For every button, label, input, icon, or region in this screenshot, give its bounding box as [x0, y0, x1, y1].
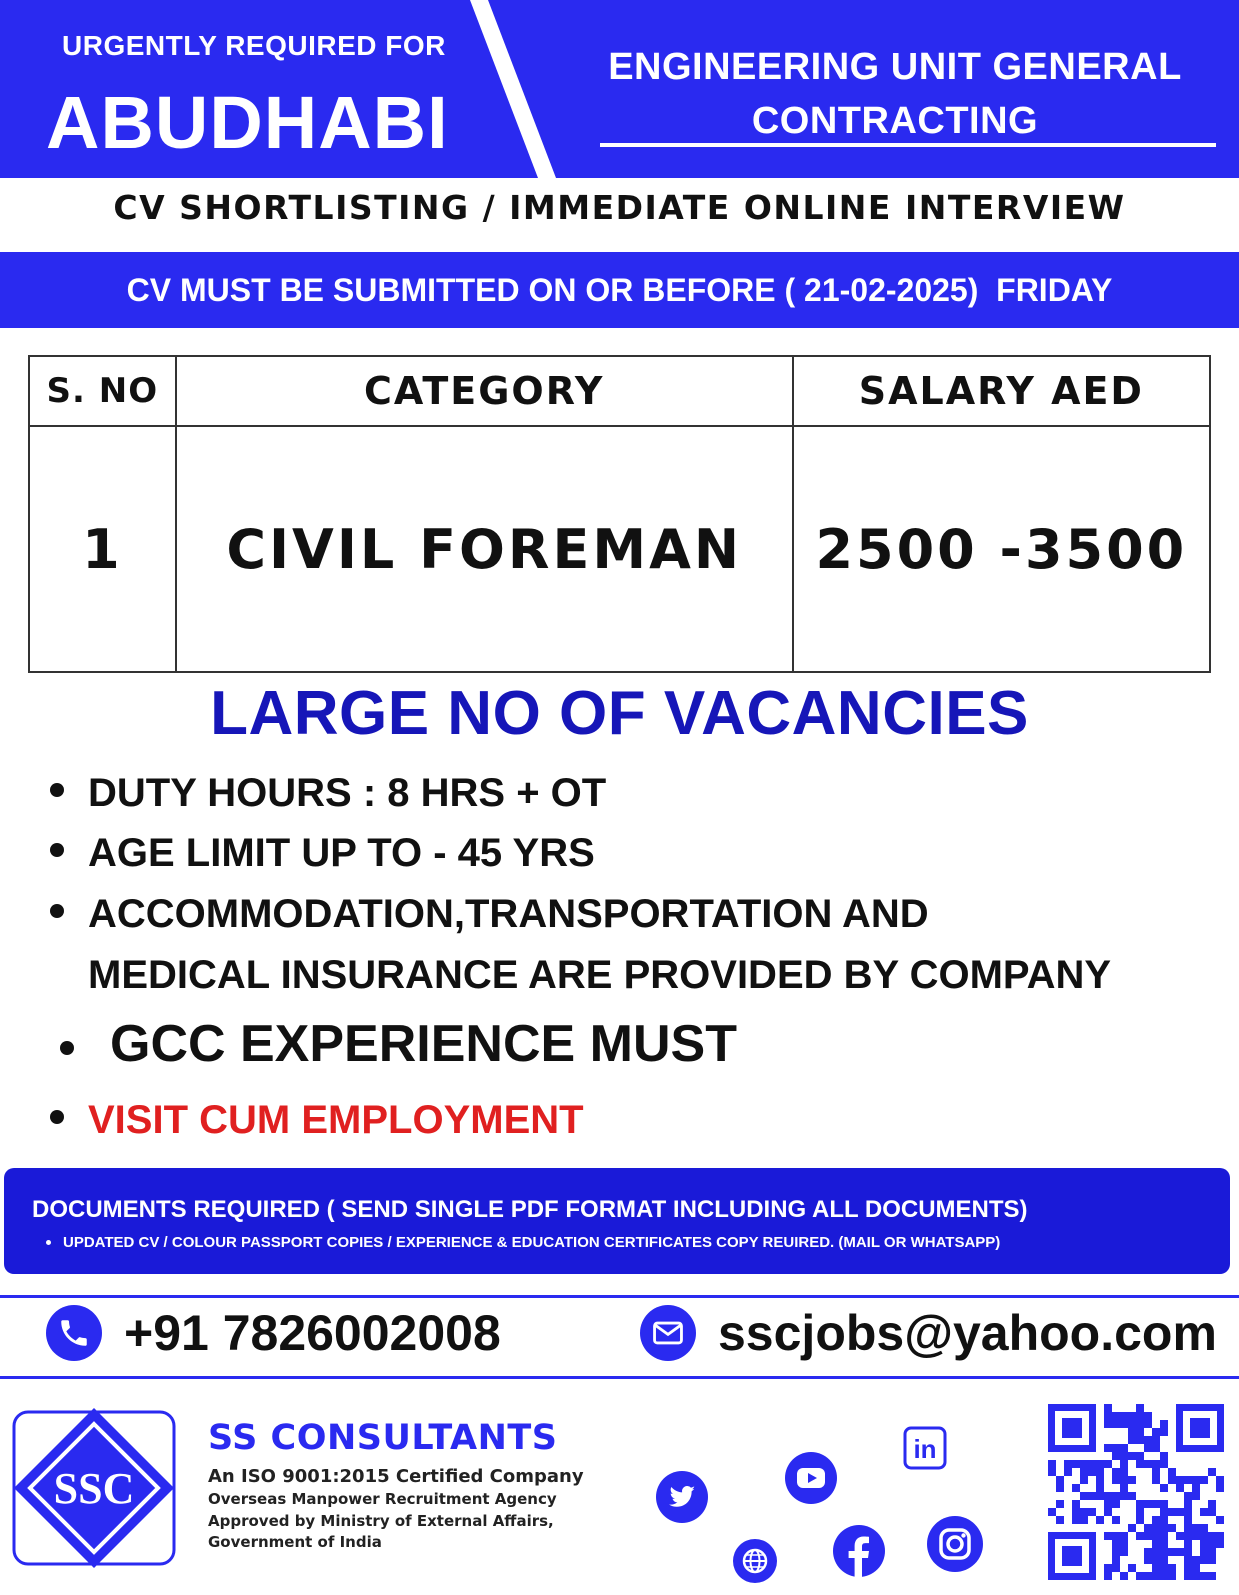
benefits-line1: ACCOMMODATION,TRANSPORTATION AND: [88, 892, 929, 936]
divider-top: [0, 1295, 1239, 1298]
qr-code[interactable]: [1048, 1404, 1224, 1580]
phone-number[interactable]: +91 7826002008: [124, 1305, 501, 1361]
brand-government: Government of India: [208, 1533, 382, 1551]
list-item-benefits: [50, 884, 1111, 1006]
documents-item-text: UPDATED CV / COLOUR PASSPORT COPIES / EXPERIENCE & EDUCATION CERTIFICATES COPY REUIRED. (MAIL OR WHATSAPP): [63, 1234, 1001, 1251]
documents-title: DOCUMENTS REQUIRED ( SEND SINGLE PDF FORMAT INCLUDING ALL DOCUMENTS): [32, 1196, 1028, 1223]
list-item-text: VISIT CUM EMPLOYMENT: [88, 1098, 584, 1142]
header-category: CATEGORY: [176, 356, 793, 426]
documents-box: [4, 1168, 1230, 1274]
benefits-line2: MEDICAL INSURANCE ARE PROVIDED BY COMPANY: [88, 953, 1112, 997]
jobs-table: [28, 355, 1211, 673]
header-sno: S. NO: [29, 356, 176, 426]
brand-iso: An ISO 9001:2015 Certified Company: [208, 1466, 584, 1487]
bullet-dot: [50, 1110, 64, 1124]
phone-contact[interactable]: [46, 1304, 501, 1362]
list-item-text: [88, 884, 1111, 1006]
bullet-dot: [50, 783, 64, 797]
bullet-dot: [46, 1240, 51, 1245]
bullet-dot: [50, 904, 64, 918]
list-item-text: AGE LIMIT UP TO - 45 YRS: [88, 831, 595, 875]
brand-agency: Overseas Manpower Recruitment Agency: [208, 1490, 557, 1508]
linkedin-icon[interactable]: [903, 1426, 947, 1475]
cell-category: CIVIL FOREMAN: [176, 426, 793, 672]
list-item-duty-hours: [50, 763, 606, 824]
list-item-gcc-experience: [60, 1014, 737, 1075]
facebook-icon[interactable]: [833, 1525, 885, 1582]
company-underline: [600, 143, 1216, 147]
instagram-icon[interactable]: [927, 1516, 983, 1577]
divider-bottom: [0, 1376, 1239, 1379]
email-address[interactable]: sscjobs@yahoo.com: [718, 1305, 1217, 1361]
company-name-line2: CONTRACTING: [751, 100, 1039, 142]
brand-name: SS CONSULTANTS: [208, 1418, 558, 1458]
header-banner: [0, 0, 1239, 178]
header-salary: SALARY AED: [793, 356, 1210, 426]
table-row: [29, 426, 1210, 672]
phone-icon: [46, 1305, 102, 1361]
email-contact[interactable]: [640, 1304, 1217, 1362]
brand-approved: Approved by Ministry of External Affairs,: [208, 1512, 554, 1530]
company-name-line1: ENGINEERING UNIT GENERAL: [608, 46, 1182, 88]
city-title: ABUDHABI: [46, 81, 449, 164]
mail-icon: [640, 1305, 696, 1361]
globe-icon[interactable]: [733, 1539, 777, 1588]
company-name: [590, 40, 1200, 148]
documents-item: [46, 1234, 1000, 1251]
table-header-row: [29, 356, 1210, 426]
cell-sno: 1: [29, 426, 176, 672]
logo-text: SSC: [53, 1464, 135, 1513]
vacancies-heading: LARGE NO OF VACANCIES: [210, 679, 1029, 748]
list-item-visit-employment: [50, 1090, 584, 1151]
deadline-banner: CV MUST BE SUBMITTED ON OR BEFORE ( 21-02-2025) FRIDAY: [0, 252, 1239, 328]
list-item-age-limit: [50, 823, 595, 884]
linkedin-text: in: [913, 1434, 937, 1464]
bullet-dot: [50, 843, 64, 857]
list-item-text: GCC EXPERIENCE MUST: [110, 1015, 737, 1073]
list-item-text: DUTY HOURS : 8 HRS + OT: [88, 771, 607, 815]
cell-salary: 2500 -3500: [793, 426, 1210, 672]
shortlist-heading: CV SHORTLISTING / IMMEDIATE ONLINE INTERVIEW: [113, 188, 1126, 227]
ssc-logo: [8, 1402, 180, 1574]
twitter-icon[interactable]: [656, 1471, 708, 1528]
urgent-label: URGENTLY REQUIRED FOR: [62, 30, 446, 61]
bullet-dot: [60, 1041, 74, 1055]
youtube-icon[interactable]: [785, 1452, 837, 1509]
